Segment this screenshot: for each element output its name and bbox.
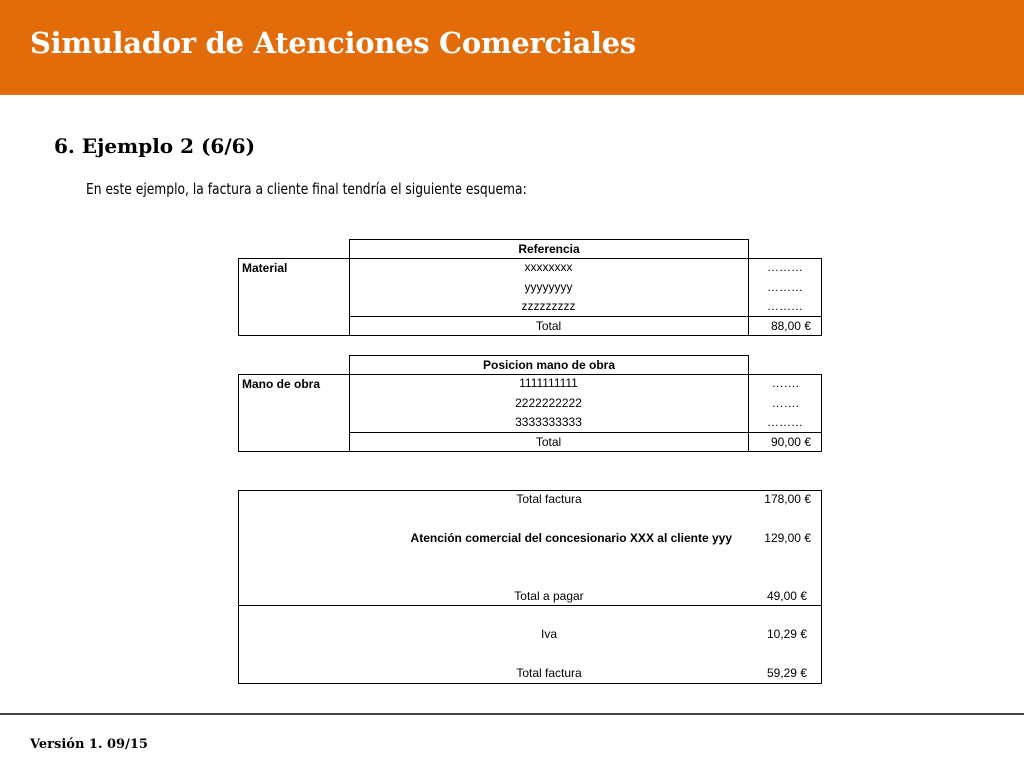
labor-value-3: ……… xyxy=(767,415,803,429)
material-ref-2: yyyyyyyy xyxy=(524,280,573,294)
intro-text: En este ejemplo, la factura a cliente final tendría el siguiente esquema: xyxy=(86,180,527,198)
labor-total-label: Total xyxy=(535,435,562,449)
material-total-value: 88,00 € xyxy=(770,319,811,333)
summary-total-factura-value: 178,00 € xyxy=(764,492,811,506)
labor-column-header: Posicion mano de obra xyxy=(349,355,749,375)
material-ref-3: zzzzzzzzz xyxy=(521,299,576,313)
footer-version: Versión 1. 09/15 xyxy=(30,737,148,752)
summary-divider xyxy=(238,605,822,606)
material-total-label: Total xyxy=(535,319,562,333)
material-value-1: ……… xyxy=(767,260,803,274)
labor-total-line xyxy=(349,432,822,433)
summary-final-total-value: 59,29 € xyxy=(766,666,807,680)
material-value-3: ……… xyxy=(767,299,803,313)
material-value-2: ……… xyxy=(767,280,803,294)
labor-ref-2: 2222222222 xyxy=(515,396,582,410)
summary-atencion-label: Atención comercial del concesionario XXX al cliente yyy xyxy=(410,531,732,545)
summary-total-pagar-value: 49,00 € xyxy=(766,589,807,603)
summary-iva-value: 10,29 € xyxy=(766,627,807,641)
section-title: 6. Ejemplo 2 (6/6) xyxy=(54,134,256,158)
summary-total-factura-label: Total factura xyxy=(516,492,582,506)
summary-total-pagar-label: Total a pagar xyxy=(514,589,584,603)
summary-box xyxy=(238,490,822,684)
labor-row-label: Mano de obra xyxy=(242,377,321,391)
labor-ref-3: 3333333333 xyxy=(515,415,582,429)
material-label-cell xyxy=(238,258,350,336)
labor-label-cell xyxy=(238,374,350,452)
labor-total-value: 90,00 € xyxy=(770,435,811,449)
material-row-label: Material xyxy=(242,261,288,275)
summary-iva-label: Iva xyxy=(540,627,557,641)
material-column-header: Referencia xyxy=(349,239,749,259)
material-ref-1: xxxxxxxx xyxy=(524,260,573,274)
material-total-line xyxy=(349,316,822,317)
labor-value-2: ……. xyxy=(771,396,799,410)
summary-final-total-label: Total factura xyxy=(516,666,582,680)
footer-divider xyxy=(0,713,1024,715)
summary-atencion-value: 129,00 € xyxy=(764,531,811,545)
header-bar xyxy=(0,0,1024,95)
labor-value-1: ……. xyxy=(771,376,799,390)
page-title: Simulador de Atenciones Comerciales xyxy=(30,26,636,60)
labor-ref-1: 1111111111 xyxy=(519,376,578,390)
